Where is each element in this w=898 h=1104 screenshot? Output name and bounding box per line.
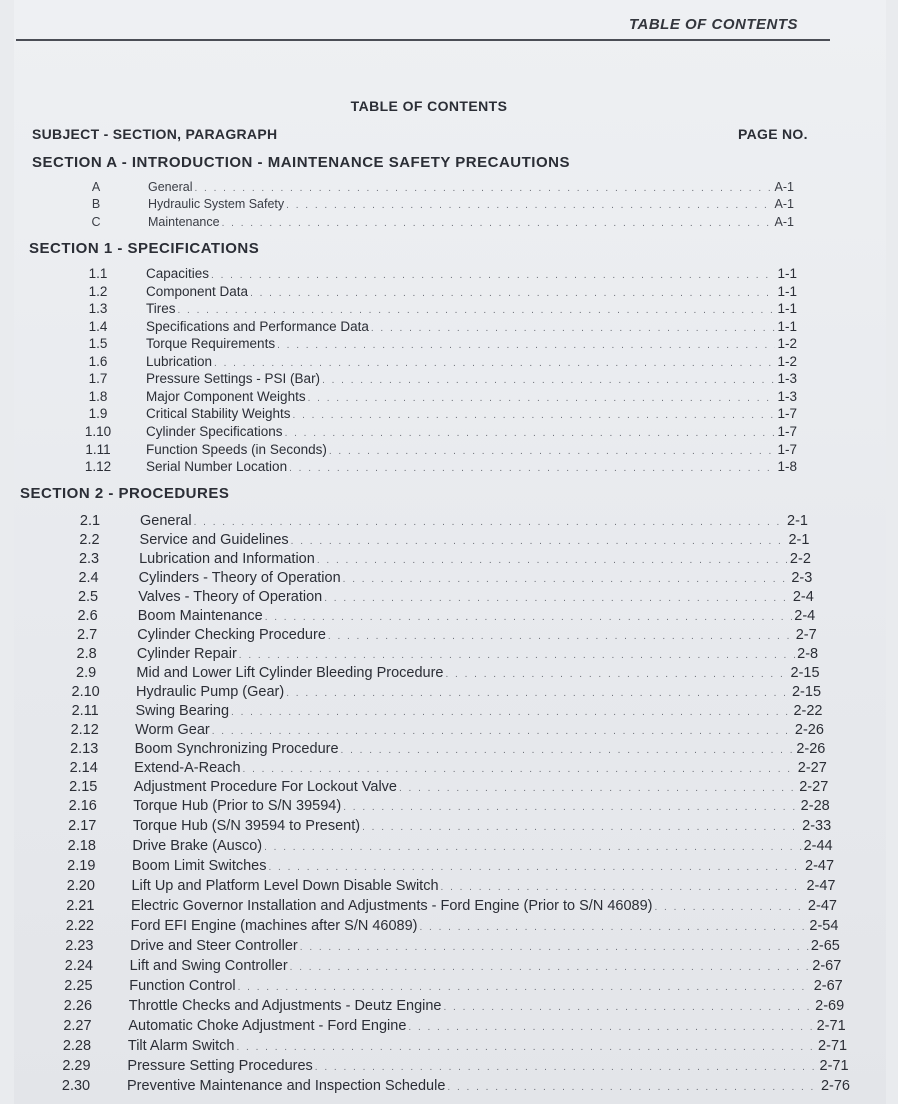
- entry-page-number: 1-1: [777, 318, 797, 334]
- entry-page-number: 2-27: [797, 760, 827, 776]
- toc-entry[interactable]: [80, 389, 797, 407]
- dot-leader: [239, 650, 795, 661]
- entry-title: General: [148, 180, 193, 194]
- entry-title: Automatic Choke Adjustment - Ford Engine: [128, 1018, 407, 1034]
- dot-leader: [238, 982, 812, 993]
- toc-entry[interactable]: [61, 798, 830, 816]
- dot-leader: [399, 783, 797, 794]
- toc-entry[interactable]: [80, 442, 797, 460]
- toc-entry[interactable]: [80, 459, 797, 477]
- entry-title: Serial Number Location: [146, 459, 288, 475]
- toc-entry[interactable]: [60, 818, 831, 836]
- entry-title: Torque Requirements: [146, 336, 276, 352]
- entry-title: Lift Up and Platform Level Down Disable Switch: [131, 878, 439, 894]
- entry-title: Pressure Settings - PSI (Bar): [146, 371, 321, 387]
- toc-entry[interactable]: [82, 180, 794, 198]
- entry-number: 1.5: [88, 336, 108, 352]
- toc-entry[interactable]: [57, 958, 841, 976]
- toc-entry[interactable]: [68, 513, 808, 531]
- toc-entry[interactable]: [80, 336, 797, 354]
- dot-leader: [343, 802, 798, 813]
- entry-page-number: A-1: [774, 180, 794, 194]
- dot-leader: [341, 745, 795, 756]
- entry-page-number: 2-47: [807, 898, 837, 914]
- entry-title: Cylinder Specifications: [146, 423, 283, 439]
- dot-leader: [178, 305, 776, 316]
- toc-entry[interactable]: [82, 215, 794, 233]
- entry-number: 1.8: [88, 388, 108, 404]
- entry-number: 2.30: [61, 1078, 91, 1094]
- entry-page-number: 1-1: [777, 266, 797, 281]
- dot-leader: [447, 1082, 819, 1093]
- dot-leader: [231, 707, 791, 718]
- entry-page-number: 1-7: [777, 406, 797, 422]
- entry-number: 2.24: [64, 958, 93, 974]
- toc-entry[interactable]: [82, 197, 794, 215]
- dot-leader: [362, 822, 800, 833]
- dot-leader: [237, 1042, 817, 1053]
- entry-page-number: 2-7: [795, 627, 817, 643]
- toc-entry[interactable]: [80, 301, 797, 319]
- toc-entry[interactable]: [55, 1038, 847, 1056]
- dot-leader: [444, 1002, 814, 1013]
- entry-page-number: 2-8: [797, 646, 819, 662]
- entry-page-number: 2-67: [813, 978, 843, 994]
- entry-page-number: 2-4: [792, 589, 814, 605]
- dot-leader: [445, 669, 788, 680]
- entry-number: 2.10: [71, 684, 100, 700]
- dot-leader: [194, 183, 772, 194]
- entry-title: Major Component Weights: [146, 388, 306, 404]
- entry-title: Adjustment Procedure For Lockout Valve: [133, 779, 397, 795]
- entry-page-number: 1-1: [777, 283, 797, 299]
- toc-entry[interactable]: [66, 589, 814, 607]
- toc-entry[interactable]: [80, 354, 797, 372]
- entry-number: B: [91, 197, 101, 212]
- entry-number: 2.12: [70, 722, 99, 738]
- toc-entry[interactable]: [56, 978, 842, 996]
- entry-title: Pressure Setting Procedures: [127, 1058, 313, 1074]
- dot-leader: [408, 1022, 814, 1033]
- dot-leader: [315, 1062, 818, 1073]
- entry-number: 2.15: [69, 779, 98, 795]
- entry-number: 2.25: [64, 978, 93, 994]
- dot-leader: [329, 446, 776, 457]
- toc-entry[interactable]: [80, 266, 797, 284]
- entry-title: Function Speeds (in Seconds): [146, 441, 327, 457]
- entry-title: Cylinder Repair: [136, 646, 237, 662]
- entry-number: 2.4: [78, 570, 99, 586]
- entry-number: 2.23: [65, 938, 94, 954]
- entry-page-number: 2-69: [815, 998, 845, 1014]
- dot-leader: [317, 555, 788, 566]
- entry-page-number: 1-1: [777, 301, 797, 317]
- entry-title: Throttle Checks and Adjustments - Deutz Engine: [128, 998, 442, 1014]
- entry-title: Swing Bearing: [135, 703, 230, 719]
- entry-number: 2.17: [68, 818, 97, 834]
- entry-page-number: 1-2: [777, 336, 797, 352]
- dot-leader: [290, 962, 811, 973]
- dot-leader: [293, 410, 776, 421]
- entry-number: 2.7: [77, 627, 98, 643]
- entry-title: Component Data: [146, 283, 249, 299]
- entry-page-number: 2-15: [790, 665, 820, 681]
- entry-page-number: 2-1: [787, 513, 808, 529]
- entry-title: Electric Governor Installation and Adjustments - Ford Engine (Prior to S/N 46089): [131, 898, 653, 914]
- entry-number: 2.22: [65, 918, 94, 934]
- entry-title: Valves - Theory of Operation: [138, 589, 323, 605]
- toc-entry[interactable]: [54, 1078, 850, 1096]
- dot-leader: [211, 270, 775, 281]
- entry-page-number: 2-47: [805, 858, 835, 874]
- toc-entry[interactable]: [66, 608, 816, 626]
- header-rule: [16, 39, 830, 41]
- entry-number: A: [91, 180, 101, 194]
- entry-title: Boom Synchronizing Procedure: [134, 741, 339, 757]
- entry-page-number: 2-15: [791, 684, 822, 700]
- entry-number: 2.28: [62, 1038, 92, 1054]
- entry-number: 2.20: [66, 878, 95, 894]
- toc-entry[interactable]: [80, 319, 797, 337]
- dot-leader: [291, 536, 787, 547]
- entry-title: Lubrication and Information: [139, 551, 315, 567]
- entry-number: 2.13: [70, 741, 99, 757]
- toc-entry[interactable]: [65, 646, 819, 664]
- entry-page-number: 1-3: [777, 388, 797, 404]
- entry-number: 2.19: [67, 858, 96, 874]
- entry-page-number: 1-8: [777, 459, 797, 475]
- dot-leader: [441, 882, 805, 893]
- dot-leader: [300, 942, 809, 953]
- entry-title: Ford EFI Engine (machines after S/N 46089): [130, 918, 418, 934]
- entry-title: Critical Stability Weights: [146, 406, 291, 422]
- entry-number: 1.9: [88, 406, 108, 422]
- entry-page-number: 2-1: [788, 532, 810, 548]
- entry-number: 2.26: [63, 998, 93, 1014]
- dot-leader: [328, 631, 794, 642]
- toc-entry[interactable]: [80, 406, 797, 424]
- entry-title: Boom Maintenance: [137, 608, 263, 624]
- subject-column-heading: SUBJECT - SECTION, PARAGRAPH: [32, 126, 278, 142]
- entry-page-number: 2-3: [791, 570, 813, 586]
- dot-leader: [285, 428, 776, 439]
- toc-entry[interactable]: [54, 1058, 848, 1076]
- entry-page-number: 1-7: [777, 441, 797, 457]
- dot-leader: [654, 902, 805, 913]
- entry-title: General: [140, 513, 192, 529]
- section-heading: SECTION 1 - SPECIFICATIONS: [29, 240, 260, 257]
- entry-title: Preventive Maintenance and Inspection Schedule: [127, 1078, 446, 1094]
- dot-leader: [420, 922, 808, 933]
- toc-entry[interactable]: [64, 665, 819, 683]
- entry-number: 2.21: [66, 898, 95, 914]
- dot-leader: [194, 517, 785, 528]
- entry-page-number: 2-26: [796, 741, 826, 757]
- entry-title: Capacities: [146, 266, 210, 281]
- entry-number: 1.12: [84, 459, 112, 475]
- dot-leader: [212, 726, 793, 737]
- dot-leader: [289, 463, 775, 474]
- entry-title: Extend-A-Reach: [134, 760, 241, 776]
- entry-page-number: 2-22: [793, 703, 823, 719]
- entry-page-number: 2-2: [789, 551, 811, 567]
- toc-entry[interactable]: [80, 424, 797, 442]
- entry-number: 1.1: [88, 266, 108, 281]
- entry-page-number: 1-7: [777, 423, 797, 439]
- page-title: TABLE OF CONTENTS: [350, 98, 508, 114]
- entry-page-number: 2-76: [820, 1078, 850, 1094]
- entry-page-number: 2-27: [799, 779, 829, 795]
- entry-title: Torque Hub (Prior to S/N 39594): [133, 798, 342, 814]
- toc-entry[interactable]: [80, 284, 797, 302]
- toc-entry[interactable]: [64, 684, 821, 702]
- dot-leader: [264, 842, 801, 853]
- dot-leader: [343, 574, 790, 585]
- entry-number: 2.5: [77, 589, 99, 605]
- entry-title: Maintenance: [148, 214, 220, 229]
- toc-entry[interactable]: [67, 570, 813, 588]
- entry-page-number: A-1: [774, 197, 794, 212]
- dot-leader: [308, 393, 776, 404]
- entry-page-number: A-1: [774, 214, 794, 229]
- dot-leader: [265, 612, 793, 623]
- dot-leader: [322, 375, 775, 386]
- entry-page-number: 2-71: [819, 1058, 849, 1074]
- entry-number: 2.8: [76, 646, 97, 662]
- toc-entry[interactable]: [58, 918, 839, 936]
- toc-entry[interactable]: [59, 878, 836, 896]
- dot-leader: [250, 288, 775, 299]
- entry-page-number: 1-3: [777, 371, 797, 387]
- section-heading: SECTION 2 - PROCEDURES: [20, 485, 230, 502]
- entry-page-number: 2-33: [802, 818, 832, 834]
- toc-entry[interactable]: [61, 779, 828, 797]
- entry-number: 2.11: [71, 703, 99, 719]
- entry-page-number: 2-26: [794, 722, 824, 738]
- entry-page-number: 2-65: [810, 938, 840, 954]
- entry-number: 1.4: [88, 318, 108, 334]
- entry-number: 2.18: [67, 838, 96, 854]
- entry-title: Boom Limit Switches: [131, 858, 267, 874]
- entry-title: Lift and Swing Controller: [129, 958, 288, 974]
- entry-title: Lubrication: [146, 353, 213, 369]
- entry-number: 1.2: [88, 283, 108, 299]
- dot-leader: [277, 340, 775, 351]
- entry-page-number: 2-71: [816, 1018, 846, 1034]
- dot-leader: [268, 862, 803, 873]
- entry-number: 2.29: [62, 1058, 91, 1074]
- entry-number: 2.14: [69, 760, 98, 776]
- entry-number: 2.2: [79, 532, 100, 548]
- entry-number: 1.6: [88, 353, 108, 369]
- entry-title: Cylinders - Theory of Operation: [138, 570, 341, 586]
- page-number-column-heading: PAGE NO.: [738, 126, 808, 142]
- toc-entry[interactable]: [56, 998, 844, 1016]
- entry-title: Function Control: [129, 978, 236, 994]
- entry-number: 1.10: [84, 423, 112, 439]
- entry-title: Worm Gear: [135, 722, 210, 738]
- dot-leader: [324, 593, 791, 604]
- entry-title: Tilt Alarm Switch: [127, 1038, 235, 1054]
- entry-number: 1.3: [88, 301, 108, 317]
- entry-number: 2.27: [63, 1018, 92, 1034]
- dot-leader: [371, 323, 776, 334]
- toc-entry[interactable]: [59, 858, 834, 876]
- toc-entry[interactable]: [67, 551, 811, 569]
- entry-number: 2.3: [78, 551, 100, 567]
- dot-leader: [243, 764, 796, 775]
- entry-page-number: 2-28: [800, 798, 830, 814]
- toc-entry[interactable]: [62, 760, 827, 778]
- entry-number: 2.16: [68, 798, 97, 814]
- entry-title: Torque Hub (S/N 39594 to Present): [132, 818, 361, 834]
- entry-title: Hydraulic System Safety: [148, 197, 285, 212]
- toc-entry[interactable]: [80, 371, 797, 389]
- entry-page-number: 2-67: [812, 958, 842, 974]
- entry-title: Specifications and Performance Data: [146, 318, 369, 334]
- toc-entry[interactable]: [55, 1018, 845, 1036]
- dot-leader: [222, 218, 773, 229]
- entry-number: 1.7: [88, 371, 108, 387]
- toc-entry[interactable]: [68, 532, 810, 550]
- entry-title: Mid and Lower Lift Cylinder Bleeding Procedure: [136, 665, 444, 681]
- entry-page-number: 2-47: [806, 878, 836, 894]
- entry-number: 2.1: [79, 513, 101, 529]
- entry-number: C: [91, 214, 101, 229]
- toc-entry[interactable]: [57, 938, 839, 956]
- toc-entry[interactable]: [63, 703, 822, 721]
- document-page: [14, 0, 886, 1104]
- entry-page-number: 2-71: [818, 1038, 848, 1054]
- toc-entry[interactable]: [62, 741, 825, 759]
- entry-title: Cylinder Checking Procedure: [137, 627, 326, 643]
- entry-page-number: 2-44: [803, 838, 833, 854]
- entry-number: 2.9: [76, 665, 97, 681]
- entry-number: 2.6: [77, 608, 98, 624]
- entry-title: Hydraulic Pump (Gear): [135, 684, 285, 700]
- toc-entry[interactable]: [65, 627, 817, 645]
- entry-page-number: 1-2: [777, 353, 797, 369]
- entry-title: Drive and Steer Controller: [130, 938, 298, 954]
- toc-entry[interactable]: [63, 722, 824, 740]
- entry-title: Drive Brake (Ausco): [132, 838, 263, 854]
- dot-leader: [286, 200, 772, 211]
- dot-leader: [214, 358, 775, 369]
- toc-entry[interactable]: [60, 838, 833, 856]
- dot-leader: [286, 688, 790, 699]
- entry-page-number: 2-54: [809, 918, 839, 934]
- entry-page-number: 2-4: [794, 608, 816, 624]
- entry-title: Tires: [146, 301, 176, 317]
- section-heading: SECTION A - INTRODUCTION - MAINTENANCE SAFETY PRECAUTIONS: [32, 154, 570, 171]
- entry-title: Service and Guidelines: [139, 532, 289, 548]
- entry-number: 1.11: [85, 441, 111, 457]
- toc-entry[interactable]: [58, 898, 837, 916]
- running-header: TABLE OF CONTENTS: [628, 16, 798, 33]
